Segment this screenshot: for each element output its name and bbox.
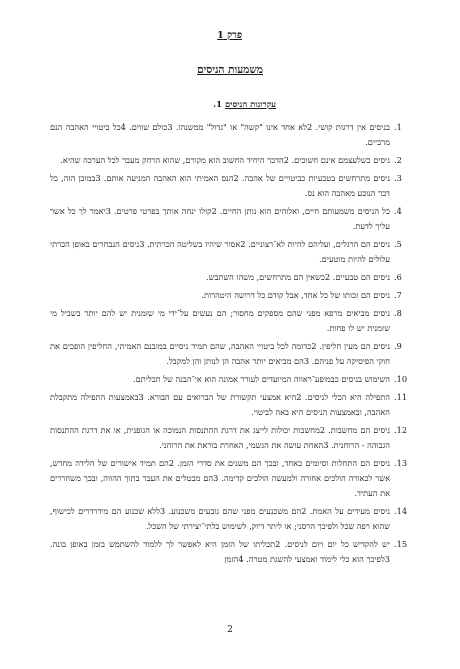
page-number: 2 <box>227 625 233 635</box>
principle-text: ניסים מעידים על האמת. 2הם משכנעים מפני שהם נובעים משכנוע. 3ללא שכנוע הם מידרדרים לכישוף, שהוא רפה שכל ולפיכך הרסני; או ליתר דיוק, לשימוש בלתי־יצירתי של השכל. <box>50 506 390 531</box>
principles-list <box>50 120 412 570</box>
principle-text: ניסים כשלעצמם אינם חשובים. 2הדבר היחיד החשוב הוא מקורם, שהוא הרחק מעבר לכל הערכה שהיא. <box>60 155 390 165</box>
principle-text: התפילה היא הכלי לניסים. 2היא אמצעי תקשורת של הברואים עם הבורא. 3באמצעות התפילה מתקבלת האהבה, ובאמצעות הניסים היא באה לביטוי. <box>50 392 390 417</box>
principle-item <box>50 288 412 303</box>
principle-item <box>50 120 412 150</box>
principle-item <box>50 171 412 201</box>
principle-number: 13. <box>394 458 408 468</box>
principle-number: 7. <box>394 290 402 300</box>
principle-item <box>50 270 412 285</box>
principle-text: ניסים הם מחשבות. 2מחשבות יכולות לייצג את דרגת ההתנסות הנמוכה או הגופנית, או את דרגת ההתנסות הגבוהה - הרוחנית. 3האחת עושה את הגשמי, האחרת בוראת את הרוחני. <box>50 425 390 450</box>
principle-item <box>50 456 412 501</box>
principle-number: 11. <box>394 392 408 402</box>
principle-item <box>50 306 412 336</box>
principle-text: ניסים הם הרגלים, ועליהם להיות לא־רצוניים. 2אסור שיהיו בשליטה הכרתית. 3ניסים הנבחרים באופן הכרתי עלולים להיות מוטעים. <box>50 239 390 264</box>
principle-number: 9. <box>394 341 402 351</box>
principle-number: 12. <box>394 425 408 435</box>
principle-text: בניסים אין דרגות קושי. 2לא אחד אינו "קשה" או "גדול" ממשנהו. 3כולם שווים. 4כל ביטויי האהבה הנם מרביים. <box>50 122 390 147</box>
principle-text: יש להקדיש כל יום ויום לניסים. 2תכליתו של הזמן היא לאפשר לך ללמוד להשתמש בזמן באופן בונה. 3לפיכך הוא כלי לימוד ואמצעי להשגת מטרה. 4הזמן <box>50 539 390 564</box>
principle-item <box>50 504 412 534</box>
section-heading <box>213 99 276 110</box>
chapter-label: פרק 1 <box>217 30 242 41</box>
principle-number: 1. <box>394 122 402 132</box>
principle-item <box>50 537 412 567</box>
principle-number: 3. <box>394 173 402 183</box>
principle-text: ניסים הם טבעיים. 2כשאין הם מתרחשים, משהו השתבש. <box>206 272 390 282</box>
principle-item <box>50 372 412 387</box>
principle-item <box>50 237 412 267</box>
principle-text: השימוש בניסים כבמופע־ראווה המיועדים לעורר אמונה הוא אי־הבנה של תכליתם. <box>133 374 390 384</box>
principle-number: 6. <box>394 272 402 282</box>
principle-item <box>50 204 412 234</box>
principle-item <box>50 153 412 168</box>
section-heading-text: עקרונות הניסים <box>224 100 276 110</box>
principle-number: 14. <box>394 506 408 516</box>
principle-text: ניסים הם התחלות וסיומים כאחד, ובכך הם משנים את סדרי הזמן. 2הם תמיד אישורים של הלידה מחדש, אשר לכאורה הולכים אחורה ולמעשה הולכים קדימה. 3הם מבטלים את העבר בתוך ההווה, ובכך משחררים את העתיד. <box>50 458 390 498</box>
principle-text: ניסים הם זכותו של כל אחד, אבל קודם כל דרושה היטהרות. <box>201 290 390 300</box>
principle-number: 10. <box>394 374 408 384</box>
principle-number: 15. <box>394 539 408 549</box>
principle-number: 8. <box>394 308 402 318</box>
principle-text: ניסים מביאים מרפא מפני שהם מספקים מחסור; הם נעשים על־ידי מי שזמנית יש להם יותר בשביל מי שזמנית יש לו פחות. <box>50 308 390 333</box>
principle-item <box>50 339 412 369</box>
principle-number: 5. <box>394 239 402 249</box>
principle-text: כל הניסים משמעותם חיים, ואלוהים הוא נותן החיים. 2קולו ינחה אותך בפרטי פרטים. 3יאמר לך כל אשר עליך לדעת. <box>50 206 390 231</box>
principle-item <box>50 423 412 453</box>
section-heading-number: 1. <box>213 100 222 110</box>
principle-number: 2. <box>394 155 402 165</box>
principle-text: ניסים מתרחשים בטבעיות כביטויים של אהבה. 2הנס האמיתי הוא האהבה המניעה אותם. 3במובן הזה, כל דבר הנובע מאהבה הוא נס. <box>50 173 390 198</box>
principle-item <box>50 390 412 420</box>
page-title: משמעות הניסים <box>196 64 264 76</box>
principle-number: 4. <box>394 206 402 216</box>
principle-text: ניסים הם מעין חליפין. 2כדומה לכל ביטויי האהבה, שהם תמיד ניסיים במובנם האמיתי, החליפין הופכים את חוקי הפיסיקה על פניהם. 3הם מביאים יותר אהבה הן לנותן והן למקבל. <box>50 341 390 366</box>
